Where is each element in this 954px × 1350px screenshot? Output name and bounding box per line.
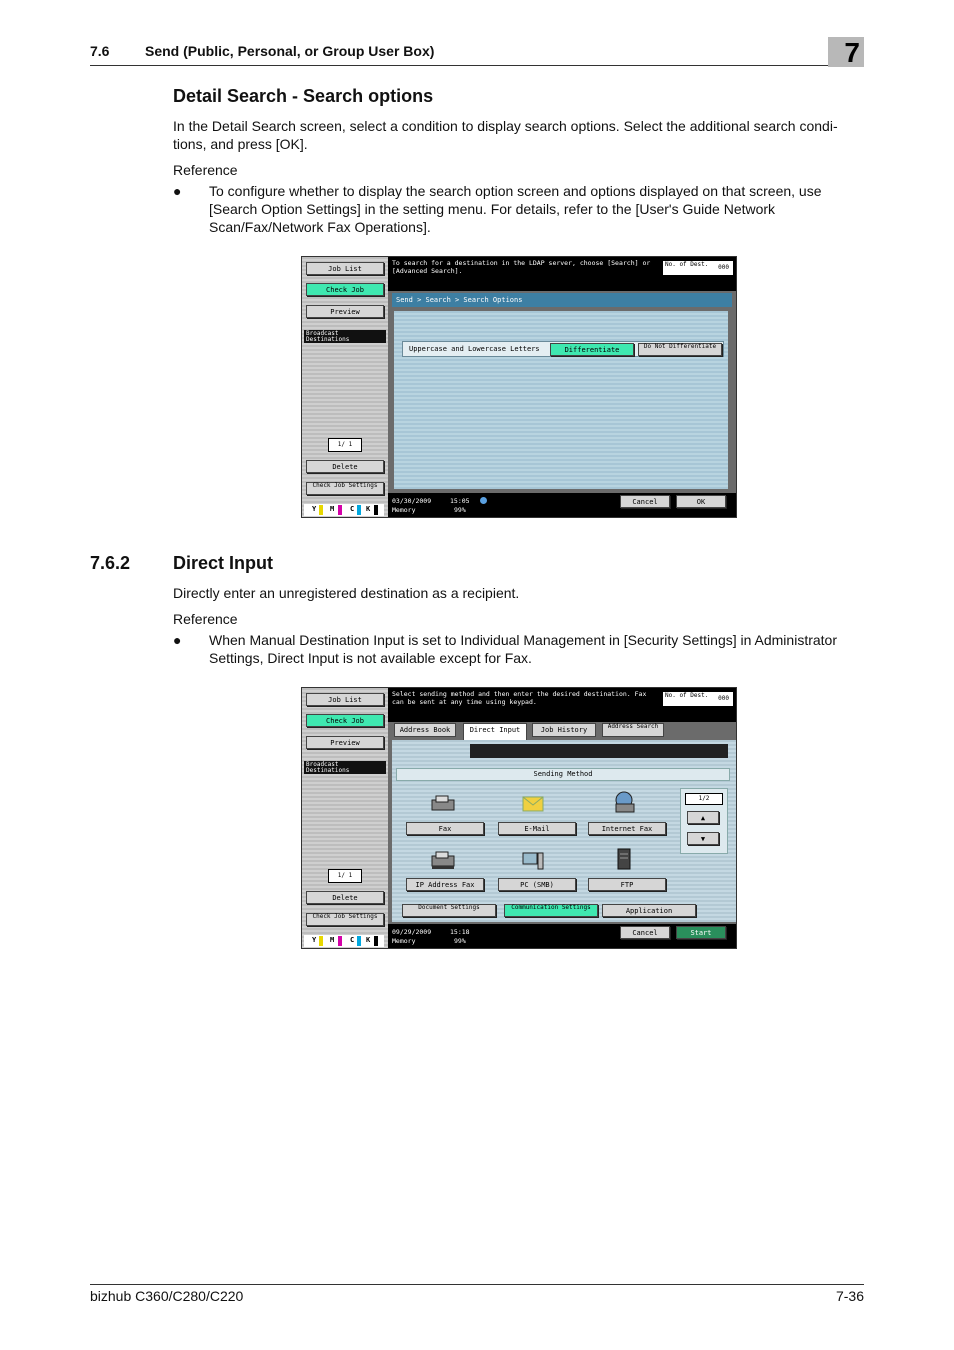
detail-search-body: In the Detail Search screen, select a condition to display search options. Select the additional search condi- tions, and press [OK]. (173, 118, 838, 152)
options-panel (394, 311, 728, 489)
status-date: 03/30/2009 (392, 497, 432, 505)
toner-y-label: Y (312, 936, 317, 944)
cancel-button[interactable]: Cancel (620, 495, 670, 508)
status-bar (388, 493, 612, 517)
toner-k-bar (374, 505, 378, 515)
reference-label: Reference (173, 162, 238, 178)
internet-fax-icon (612, 790, 636, 814)
page-indicator: 1/ 1 (328, 869, 362, 883)
ftp-button[interactable]: FTP (588, 878, 666, 891)
instruction-message: Select sending method and then enter the desired destination. Fax can be sent at any time using keypad. (388, 688, 736, 722)
email-icon (522, 796, 544, 812)
paging-box (680, 788, 728, 854)
instruction-message: To search for a destination in the LDAP server, choose [Search] or [Advanced Search]. (388, 257, 736, 291)
delete-button[interactable]: Delete (306, 891, 384, 904)
do-not-differentiate-button[interactable]: Do Not Differentiate (638, 343, 722, 356)
dest-counter-value: 000 (718, 264, 729, 271)
toner-k-label: K (366, 936, 371, 944)
section-number: 7.6 (90, 43, 110, 59)
job-list-button[interactable]: Job List (306, 693, 384, 706)
ip-address-fax-button[interactable]: IP Address Fax (406, 878, 484, 891)
reference-bullet-2 (173, 631, 865, 667)
ok-button[interactable]: OK (676, 495, 726, 508)
ip-address-fax-icon (430, 850, 456, 870)
toner-y-bar (319, 505, 323, 515)
breadcrumb: Send > Search > Search Options (392, 293, 732, 307)
running-header (90, 40, 864, 66)
status-time: 15:18 (450, 928, 470, 936)
bullet-dot: ● (173, 632, 182, 648)
toner-k-label: K (366, 505, 371, 513)
memory-value: 99% (454, 506, 466, 514)
pc-smb-icon (522, 852, 544, 870)
bullet-dot: ● (173, 183, 182, 199)
preview-button[interactable]: Preview (306, 305, 384, 318)
check-job-button[interactable]: Check Job (306, 714, 384, 727)
status-date: 09/29/2009 (392, 928, 432, 936)
bullet-text: When Manual Destination Input is set to Individual Management in [Security Settings] in Administrator Settings, Direct Input is not available except for Fax. (209, 632, 837, 666)
toner-m-label: M (330, 936, 335, 944)
arrow-up-icon: ▲ (700, 814, 706, 822)
option-label: Uppercase and Lowercase Letters (409, 345, 540, 353)
tab-address-book[interactable]: Address Book (394, 723, 456, 737)
dest-counter-label: No. of Dest. (665, 692, 709, 699)
toner-m-bar (338, 936, 342, 946)
fax-button[interactable]: Fax (406, 822, 484, 835)
status-time: 15:05 (450, 497, 470, 505)
ftp-icon (616, 848, 632, 872)
left-panel (302, 257, 388, 517)
sending-method-header: Sending Method (396, 768, 730, 781)
detail-search-heading: Detail Search - Search options (173, 86, 434, 106)
document-settings-button[interactable]: Document Settings (402, 904, 496, 917)
check-job-settings-button[interactable]: Check Job Settings (306, 913, 384, 926)
reference-label-2: Reference (173, 611, 238, 627)
dest-counter-label: No. of Dest. (665, 261, 709, 268)
toner-m-label: M (330, 505, 335, 513)
email-button[interactable]: E-Mail (498, 822, 576, 835)
footer-page: 7-36 (835, 1288, 864, 1304)
network-icon (480, 497, 487, 504)
preview-button[interactable]: Preview (306, 736, 384, 749)
reference-bullet (173, 182, 865, 236)
delete-button[interactable]: Delete (306, 460, 384, 473)
dest-counter-value: 000 (718, 695, 729, 702)
direct-input-panel (392, 740, 736, 922)
fax-icon (430, 794, 456, 814)
page-up-button[interactable] (687, 811, 719, 824)
memory-value: 99% (454, 937, 466, 945)
tab-address-search[interactable]: Address Search (602, 723, 664, 737)
toner-levels (304, 935, 384, 947)
cancel-button[interactable]: Cancel (620, 926, 670, 939)
broadcast-destinations-label: Broadcast Destinations (304, 330, 386, 343)
toner-levels (304, 504, 384, 516)
toner-y-label: Y (312, 505, 317, 513)
internet-fax-button[interactable]: Internet Fax (588, 822, 666, 835)
differentiate-button[interactable]: Differentiate (550, 343, 634, 356)
toner-m-bar (338, 505, 342, 515)
dest-counter (662, 691, 734, 707)
chapter-number: 7 (828, 37, 864, 67)
toner-y-bar (319, 936, 323, 946)
footer-model: bizhub C360/C280/C220 (90, 1288, 244, 1304)
toner-c-label: C (350, 505, 355, 513)
footer-rule (90, 1284, 864, 1285)
broadcast-destinations-label: Broadcast Destinations (304, 761, 386, 774)
pc-smb-button[interactable]: PC (SMB) (498, 878, 576, 891)
check-job-button[interactable]: Check Job (306, 283, 384, 296)
search-options-screenshot (301, 256, 737, 518)
status-bar (388, 924, 612, 948)
toner-c-bar (357, 936, 361, 946)
toner-k-bar (374, 936, 378, 946)
start-button[interactable]: Start (676, 926, 726, 939)
bullet-text: To configure whether to display the search option screen and options displayed on that screen, use [Search Option Settings] in the setting menu. For details, refer to the [User's Guide Network Scan/Fax/Network Fax Operations]. (209, 183, 822, 235)
direct-input-number: 7.6.2 (90, 553, 131, 573)
dest-counter (662, 260, 734, 276)
toner-c-bar (357, 505, 361, 515)
tab-job-history[interactable]: Job History (532, 723, 596, 737)
job-list-button[interactable]: Job List (306, 262, 384, 275)
toner-c-label: C (350, 936, 355, 944)
section-title: Send (Public, Personal, or Group User Box) (145, 43, 435, 59)
check-job-settings-button[interactable]: Check Job Settings (306, 482, 384, 495)
page-indicator: 1/ 1 (328, 438, 362, 452)
destination-display (470, 744, 728, 758)
tab-direct-input[interactable]: Direct Input (463, 723, 527, 740)
page-number: 1/2 (685, 793, 723, 805)
arrow-down-icon: ▼ (700, 835, 706, 843)
memory-label: Memory (392, 937, 416, 945)
direct-input-body: Directly enter an unregistered destination as a recipient. (173, 585, 520, 601)
left-panel (302, 688, 388, 948)
direct-input-heading: Direct Input (173, 553, 274, 573)
memory-label: Memory (392, 506, 416, 514)
page-down-button[interactable] (687, 832, 719, 845)
direct-input-screenshot (301, 687, 737, 949)
application-button[interactable]: Application (602, 904, 696, 917)
communication-settings-button[interactable]: Communication Settings (504, 904, 598, 917)
